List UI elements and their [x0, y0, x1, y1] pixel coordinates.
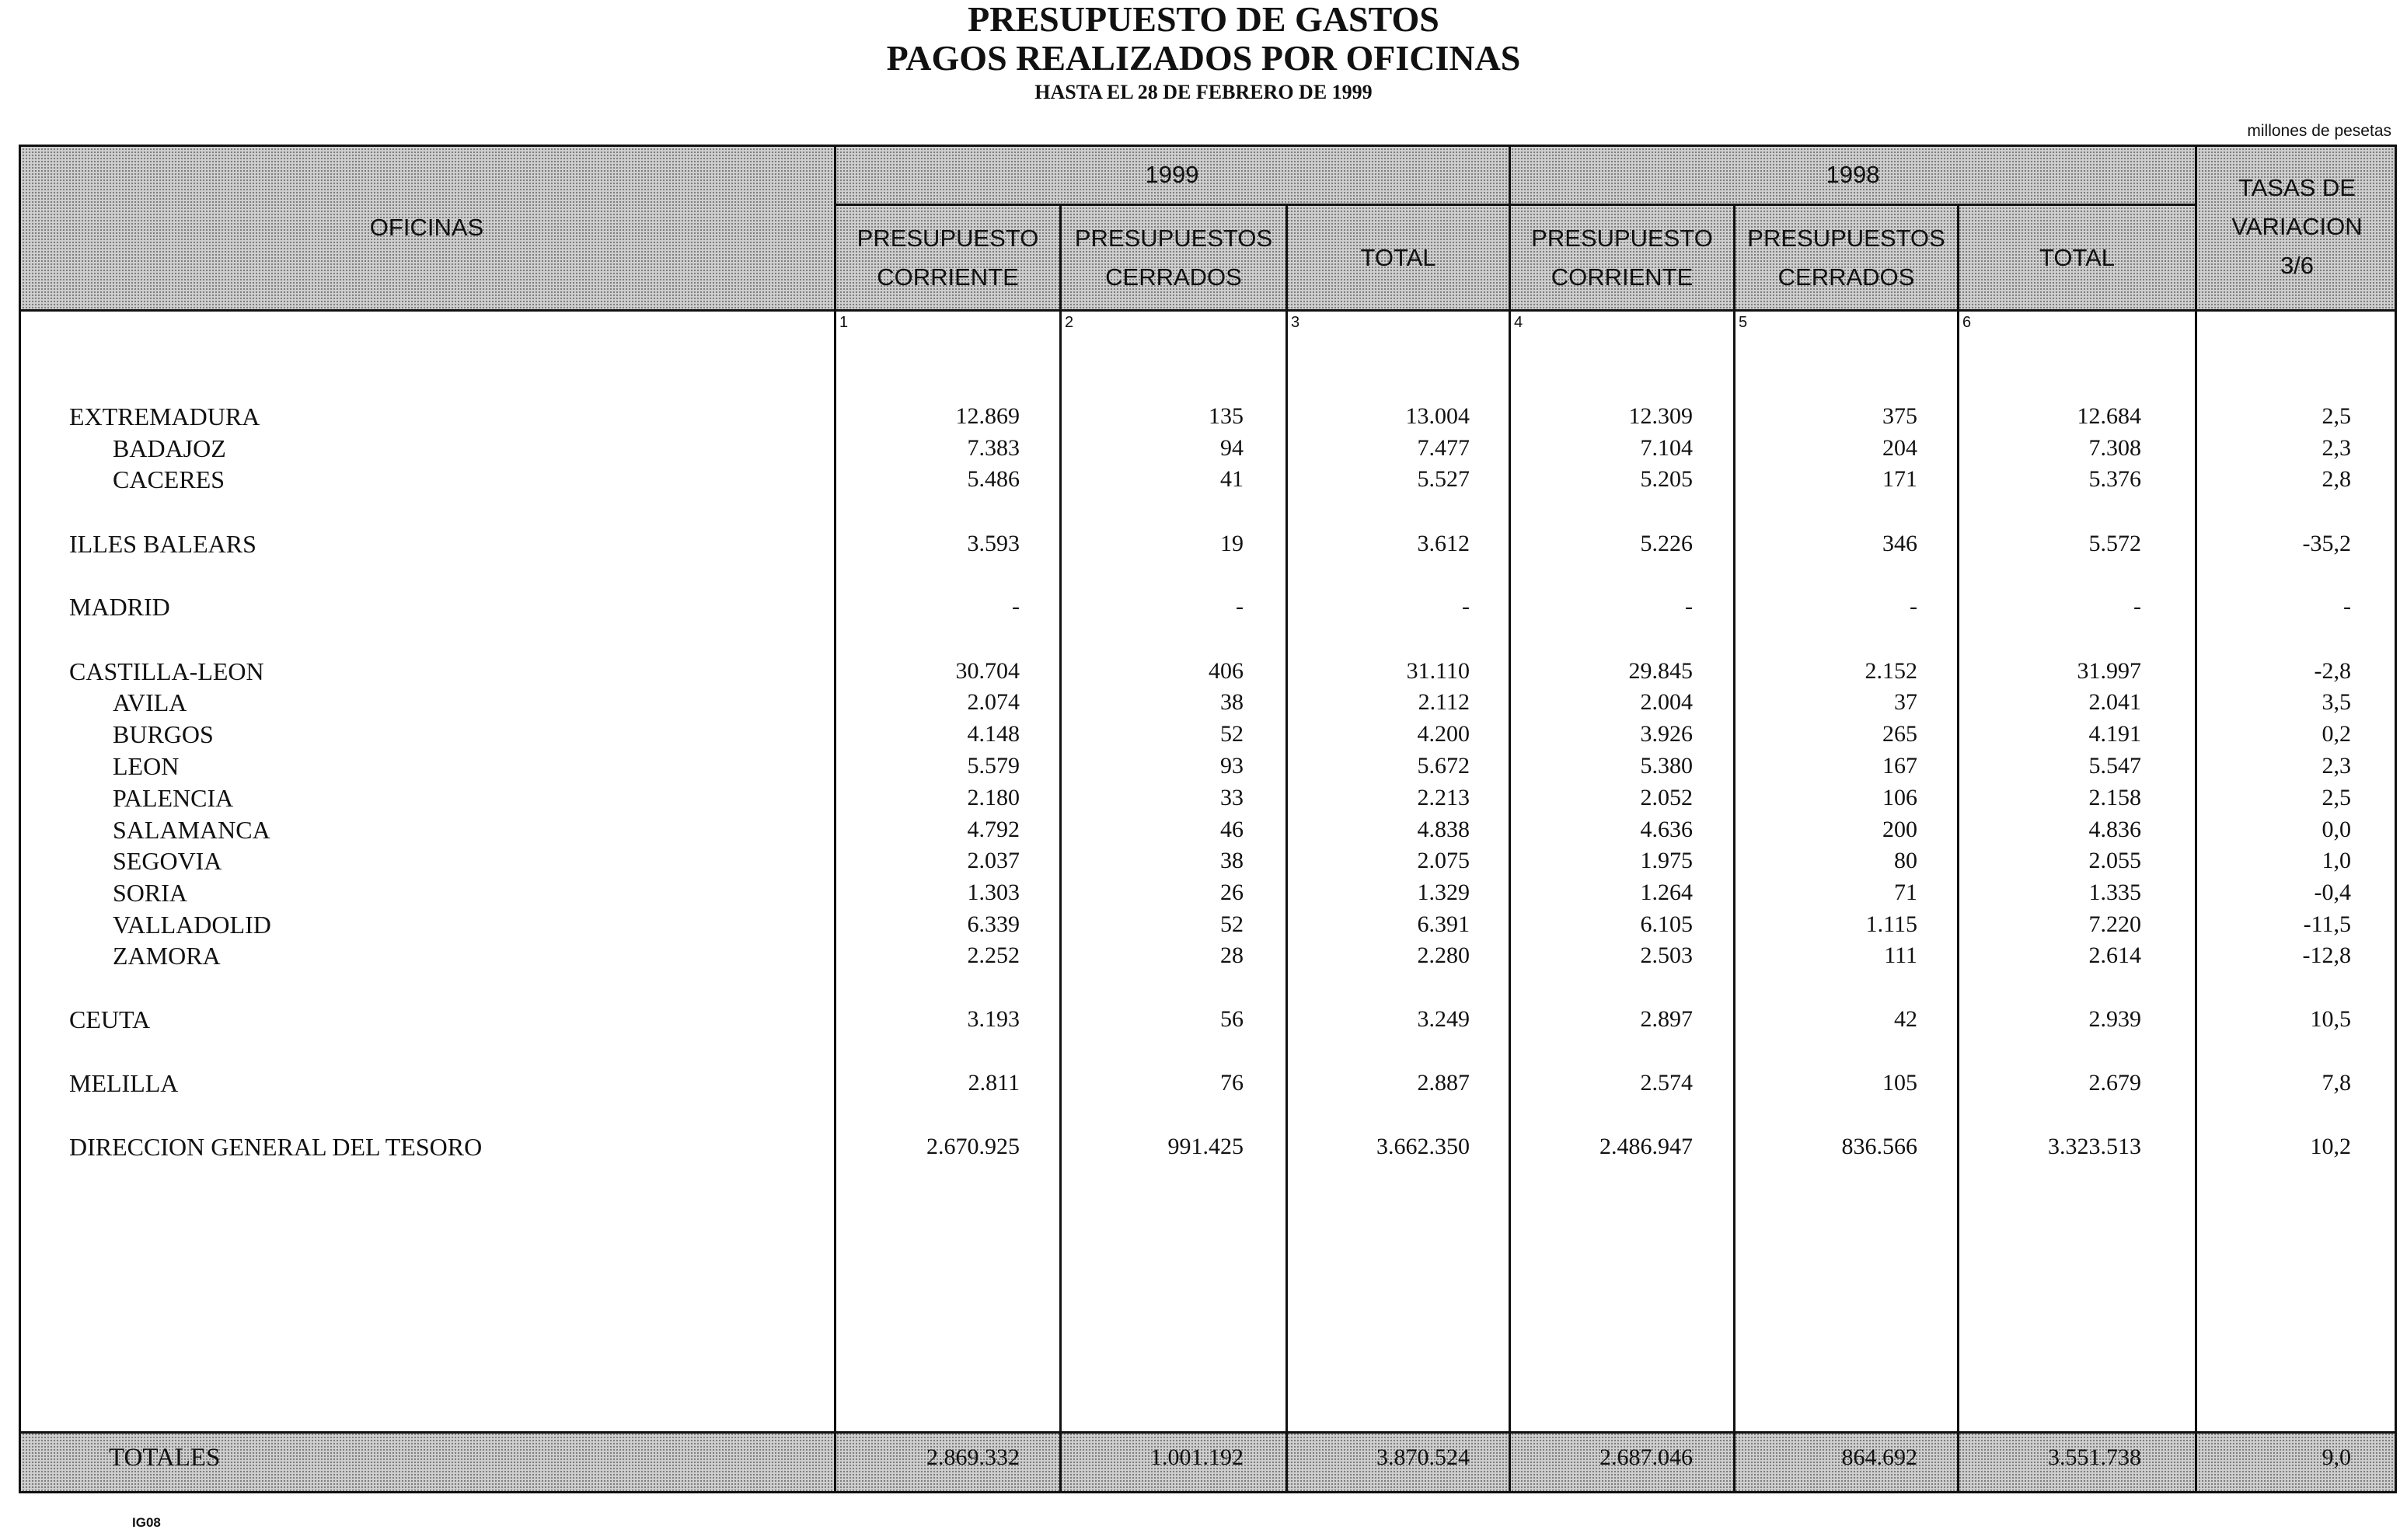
table-cell: -12,8 — [2302, 942, 2351, 968]
totals-value: 9,0 — [2322, 1444, 2351, 1470]
table-cell: 4.792 — [967, 817, 1020, 842]
totals-value: 1.001.192 — [1150, 1444, 1244, 1470]
table-cell: 52 — [1220, 721, 1244, 747]
report-title: PRESUPUESTO DE GASTOS — [968, 0, 1439, 39]
table-cell: 29.845 — [1628, 658, 1693, 684]
province-label: BURGOS — [113, 720, 214, 748]
table-cell: 4.191 — [2088, 721, 2141, 747]
province-label: AVILA — [113, 688, 187, 716]
table-cell: 5.486 — [967, 466, 1020, 492]
table-cell: 2.213 — [1417, 785, 1470, 810]
region-label: CEUTA — [69, 1005, 151, 1033]
table-cell: -11,5 — [2303, 911, 2351, 937]
table-cell: 3.193 — [967, 1006, 1020, 1032]
col-number: 6 — [1962, 314, 1972, 331]
table-cell: 167 — [1882, 753, 1917, 779]
table-cell: -2,8 — [2314, 658, 2351, 684]
table-cell: 38 — [1220, 848, 1244, 873]
table-cell: 13.004 — [1405, 403, 1470, 429]
table-cell: 3,5 — [2322, 689, 2351, 715]
table-cell: 10,2 — [2310, 1134, 2351, 1159]
table-cell: 1.335 — [2088, 880, 2141, 905]
col-number: 1 — [839, 314, 849, 331]
table-cell: 2.041 — [2088, 689, 2141, 715]
table-cell: 3.323.513 — [2048, 1134, 2141, 1159]
table-cell: -0,4 — [2314, 880, 2351, 905]
table-cell: 5.205 — [1640, 466, 1693, 492]
table-cell: -35,2 — [2302, 531, 2351, 556]
table-cell: 2.055 — [2088, 848, 2141, 873]
province-label: ZAMORA — [113, 942, 221, 970]
table-cell: 4.636 — [1640, 817, 1693, 842]
col-header-budget-current-1998: PRESUPUESTO CORRIENTE — [1531, 225, 1713, 291]
col-header-total-1998: TOTAL — [2039, 244, 2116, 271]
table-cell: 1,0 — [2322, 848, 2351, 873]
table-cell: 5.527 — [1417, 466, 1470, 492]
table-cell: 2.180 — [967, 785, 1020, 810]
table-cell: 3.612 — [1417, 531, 1470, 556]
region-label: MADRID — [69, 593, 170, 621]
table-cell: 2.614 — [2088, 942, 2141, 968]
table-cell: 5.572 — [2088, 531, 2141, 556]
table-cell: 94 — [1220, 435, 1244, 461]
table-cell: 2,3 — [2322, 753, 2351, 779]
report-subtitle: PAGOS REALIZADOS POR OFICINAS — [886, 38, 1521, 78]
table-cell: 2.252 — [967, 942, 1020, 968]
table-cell: 991.425 — [1167, 1134, 1244, 1159]
table-cell: 4.200 — [1417, 721, 1470, 747]
totals-value: 2.869.332 — [926, 1444, 1020, 1470]
table-cell: 3.662.350 — [1376, 1134, 1470, 1159]
province-label: LEON — [113, 752, 180, 780]
table-cell: 4.148 — [967, 721, 1020, 747]
table-cell: - — [2133, 594, 2141, 619]
table-cell: 93 — [1220, 753, 1244, 779]
table-cell: 12.684 — [2077, 403, 2141, 429]
col-header-total-1999: TOTAL — [1360, 244, 1436, 271]
table-cell: 2.679 — [2088, 1070, 2141, 1096]
table-cell: 5.579 — [967, 753, 1020, 779]
table-cell: 2.670.925 — [926, 1134, 1020, 1159]
table-cell: 2.052 — [1640, 785, 1693, 810]
region-label: CASTILLA-LEON — [69, 657, 264, 685]
table-cell: 7,8 — [2322, 1070, 2351, 1096]
province-label: BADAJOZ — [113, 434, 226, 462]
col-number: 3 — [1291, 314, 1300, 331]
table-cell: 12.869 — [955, 403, 1020, 429]
table-cell: 2.887 — [1417, 1070, 1470, 1096]
table-cell: 135 — [1209, 403, 1244, 429]
table-cell: 52 — [1220, 911, 1244, 937]
col-number: 4 — [1514, 314, 1523, 331]
region-label: MELILLA — [69, 1069, 179, 1097]
totals-value: 3.870.524 — [1376, 1444, 1470, 1470]
table-cell: 3.593 — [967, 531, 1020, 556]
totals-label: TOTALES — [109, 1444, 221, 1472]
table-cell: 6.391 — [1417, 911, 1470, 937]
table-cell: 2.152 — [1865, 658, 1917, 684]
table-cell: 31.110 — [1406, 658, 1470, 684]
table-cell: 1.115 — [1865, 911, 1917, 937]
table-cell: 3.926 — [1640, 721, 1693, 747]
table-cell: 0,2 — [2322, 721, 2351, 747]
table-cell: - — [1910, 594, 1917, 619]
table-cell: 33 — [1220, 785, 1244, 810]
table-cell: 375 — [1882, 403, 1917, 429]
table-cell: 7.220 — [2088, 911, 2141, 937]
table-cell: 2,3 — [2322, 435, 2351, 461]
table-cell: 2.280 — [1417, 942, 1470, 968]
table-cell: - — [2343, 594, 2351, 619]
table-cell: 12.309 — [1628, 403, 1693, 429]
province-label: PALENCIA — [113, 784, 234, 812]
totals-value: 864.692 — [1841, 1444, 1917, 1470]
table-cell: 406 — [1209, 658, 1244, 684]
table-cell: 2.811 — [968, 1070, 1020, 1096]
table-cell: 19 — [1220, 531, 1244, 556]
table-cell: - — [1012, 594, 1020, 619]
table-cell: 2,5 — [2322, 785, 2351, 810]
table-cell: 5.226 — [1640, 531, 1693, 556]
table-cell: 10,5 — [2310, 1006, 2351, 1032]
table-cell: 200 — [1882, 817, 1917, 842]
table-cell: 26 — [1220, 880, 1244, 905]
table-cell: 2.037 — [967, 848, 1020, 873]
year-1998-header: 1998 — [1826, 161, 1880, 188]
region-label: DIRECCION GENERAL DEL TESORO — [69, 1133, 483, 1161]
table-cell: 41 — [1220, 466, 1244, 492]
col-header-budget-current-1999: PRESUPUESTO CORRIENTE — [856, 225, 1039, 291]
table-cell: 30.704 — [955, 658, 1020, 684]
col-number: 5 — [1739, 314, 1748, 331]
table-cell: - — [1685, 594, 1693, 619]
table-cell: 5.547 — [2088, 753, 2141, 779]
table-cell: 6.105 — [1640, 911, 1693, 937]
region-label: ILLES BALEARS — [69, 530, 256, 558]
table-cell: 2,5 — [2322, 403, 2351, 429]
table-cell: 2.574 — [1640, 1070, 1693, 1096]
table-cell: 2.004 — [1640, 689, 1693, 715]
table-cell: 1.264 — [1640, 880, 1693, 905]
table-cell: 105 — [1882, 1070, 1917, 1096]
office-header: OFICINAS — [369, 214, 484, 241]
table-cell: 1.329 — [1417, 880, 1470, 905]
col-header-variation-rate: TASAS DE VARIACION 3/6 — [2231, 174, 2363, 279]
table-cell: 6.339 — [967, 911, 1020, 937]
table-cell: 2.075 — [1417, 848, 1470, 873]
totals-value: 3.551.738 — [2048, 1444, 2141, 1470]
year-1999-header: 1999 — [1145, 161, 1199, 188]
table-cell: 0,0 — [2322, 817, 2351, 842]
report-period: HASTA EL 28 DE FEBRERO DE 1999 — [1034, 81, 1373, 103]
table-cell: 71 — [1894, 880, 1917, 905]
table-cell: 31.997 — [2077, 658, 2141, 684]
table-cell: 265 — [1882, 721, 1917, 747]
province-label: CACERES — [113, 465, 225, 493]
table-cell: 346 — [1882, 531, 1917, 556]
table-cell: 7.383 — [967, 435, 1020, 461]
footer-code: IG08 — [132, 1515, 161, 1530]
col-header-budget-closed-1998: PRESUPUESTOS CERRADOS — [1747, 225, 1945, 291]
table-cell: 106 — [1882, 785, 1917, 810]
table-cell: 111 — [1884, 942, 1917, 968]
table-cell: 5.672 — [1417, 753, 1470, 779]
table-cell: 38 — [1220, 689, 1244, 715]
table-cell: 2.503 — [1640, 942, 1693, 968]
table-cell: 2,8 — [2322, 466, 2351, 492]
table-cell: 28 — [1220, 942, 1244, 968]
table-cell: 836.566 — [1841, 1134, 1917, 1159]
table-cell: 171 — [1882, 466, 1917, 492]
table-cell: 80 — [1894, 848, 1917, 873]
totals-value: 2.687.046 — [1599, 1444, 1693, 1470]
payments-table — [19, 145, 2397, 1493]
table-cell: 7.477 — [1417, 435, 1470, 461]
table-cell: - — [1462, 594, 1470, 619]
province-label: SEGOVIA — [113, 847, 222, 875]
table-cell: 2.158 — [2088, 785, 2141, 810]
province-label: VALLADOLID — [113, 911, 271, 939]
table-cell: 1.975 — [1640, 848, 1693, 873]
table-cell: 1.303 — [967, 880, 1020, 905]
table-cell: 5.380 — [1640, 753, 1693, 779]
table-cell: 5.376 — [2088, 466, 2141, 492]
table-cell: 3.249 — [1417, 1006, 1470, 1032]
table-cell: 4.836 — [2088, 817, 2141, 842]
province-label: SALAMANCA — [113, 816, 270, 844]
col-header-budget-closed-1999: PRESUPUESTOS CERRADOS — [1074, 225, 1273, 291]
table-cell: 2.897 — [1640, 1006, 1693, 1032]
table-cell: 46 — [1220, 817, 1244, 842]
table-cell: 42 — [1894, 1006, 1917, 1032]
table-cell: 2.486.947 — [1599, 1134, 1693, 1159]
unit-note: millones de pesetas — [2247, 122, 2391, 140]
table-cell: 2.112 — [1418, 689, 1470, 715]
table-cell: 56 — [1220, 1006, 1244, 1032]
table-cell: 7.104 — [1640, 435, 1693, 461]
col-number: 2 — [1065, 314, 1074, 331]
table-cell: 37 — [1894, 689, 1917, 715]
table-cell: 2.074 — [967, 689, 1020, 715]
table-cell: 204 — [1882, 435, 1917, 461]
table-cell: - — [1236, 594, 1244, 619]
province-label: SORIA — [113, 879, 188, 907]
region-label: EXTREMADURA — [69, 402, 260, 430]
table-cell: 76 — [1220, 1070, 1244, 1096]
table-cell: 2.939 — [2088, 1006, 2141, 1032]
table-cell: 7.308 — [2088, 435, 2141, 461]
table-cell: 4.838 — [1417, 817, 1470, 842]
